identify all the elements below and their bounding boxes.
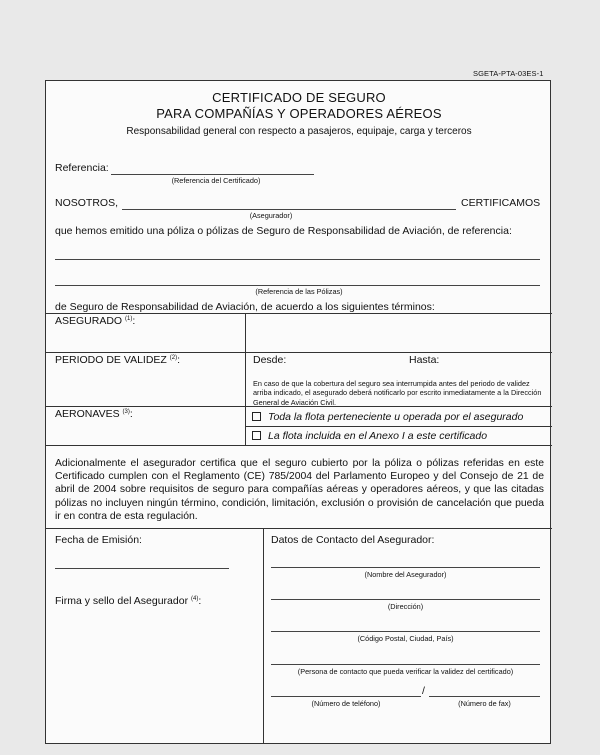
opcion-toda-flota[interactable]: Toda la flota perteneciente u operada por el asegurado	[252, 411, 523, 423]
referencia-caption: (Referencia del Certificado)	[171, 176, 261, 185]
title-line-1: CERTIFICADO DE SEGURO	[212, 90, 386, 105]
contacto-title: Datos de Contacto del Asegurador:	[271, 534, 435, 546]
opcion-anexo[interactable]: La flota incluida en el Anexo I a este certificado	[252, 430, 487, 442]
persona-contacto-field[interactable]	[271, 664, 540, 665]
bottom-section-border	[46, 528, 552, 529]
fecha-emision-field[interactable]	[55, 568, 229, 569]
table-row-border	[46, 406, 552, 407]
bottom-divider	[263, 528, 264, 744]
subtitle: Responsabilidad general con respecto a pasajeros, equipaje, carga y terceros	[126, 126, 472, 137]
hasta-label: Hasta:	[409, 354, 440, 366]
certificamos-label: CERTIFICAMOS	[461, 197, 541, 209]
telefono-caption: (Número de teléfono)	[311, 699, 381, 708]
nosotros-label: NOSOTROS,	[55, 197, 119, 209]
terminos-text: de Seguro de Responsabilidad de Aviación, de acuerdo a los siguientes términos:	[55, 301, 435, 313]
option-divider	[245, 426, 552, 427]
periodo-label: PERIODO DE VALIDEZ $^{(2)}$:	[55, 354, 181, 366]
interrupcion-note: En caso de que la cobertura del seguro sea interrumpida antes del periodo de validez arriba indicado, el asegurado deberá notificarlo por escrito inmediatamente a la Dirección General de Aviación Civil.	[253, 379, 542, 407]
asegurado-label: ASEGURADO $^{(1)}$:	[55, 315, 136, 327]
polizas-field-1[interactable]	[55, 259, 540, 260]
table-row-border	[46, 352, 552, 353]
title-line-2: PARA COMPAÑÍAS Y OPERADORES AÉREOS	[156, 106, 442, 121]
aeronaves-label: AERONAVES $^{(3)}$:	[55, 408, 133, 420]
telefono-field[interactable]	[271, 696, 421, 697]
nombre-asegurador-caption: (Nombre del Asegurador)	[364, 570, 447, 579]
polizas-caption: (Referencia de las Pólizas)	[255, 287, 343, 296]
direccion-caption: (Dirección)	[387, 602, 424, 611]
table-bottom-border	[46, 445, 552, 446]
codigo-postal-field[interactable]	[271, 631, 540, 632]
asegurador-field[interactable]	[122, 209, 456, 210]
checkbox-icon[interactable]	[252, 431, 261, 440]
table-top-border	[46, 313, 552, 314]
regulation-paragraph: Adicionalmente el asegurador certifica que el seguro cubierto por la póliza o pólizas referidas en este Certificado cumplen con el Reglamento (CE) 785/2004 del Parlamento Europeo y del Consejo de 21 de abril de 2004 sobre requisitos de seguro para compañías aéreas y operadores aéreos, y que las citadas pólizas no incluyen ningún término, condición, limitación, exclusión o provisión de cancelación que pueda ir en contra de esta regulación.	[55, 458, 544, 522]
firma-label: Firma y sello del Asegurador $^{(4)}$:	[55, 595, 202, 607]
emitido-text: que hemos emitido una póliza o pólizas de Seguro de Responsabilidad de Aviación, de referencia:	[55, 225, 512, 237]
fax-caption: (Número de fax)	[458, 699, 511, 708]
slash-separator: /	[422, 685, 425, 697]
checkbox-icon[interactable]	[252, 412, 261, 421]
polizas-field-2[interactable]	[55, 285, 540, 286]
fecha-emision-label: Fecha de Emisión:	[55, 534, 142, 546]
referencia-label: Referencia:	[55, 162, 109, 174]
referencia-field[interactable]	[111, 174, 314, 175]
codigo-postal-caption: (Código Postal, Ciudad, País)	[357, 634, 454, 643]
asegurador-caption: (Asegurador)	[249, 211, 293, 220]
document-code: SGETA-PTA-03ES-1	[473, 69, 544, 78]
direccion-field[interactable]	[271, 599, 540, 600]
desde-label: Desde:	[253, 354, 287, 366]
persona-contacto-caption: (Persona de contacto que pueda verificar la validez del certificado)	[297, 667, 514, 676]
fax-field[interactable]	[429, 696, 540, 697]
nombre-asegurador-field[interactable]	[271, 567, 540, 568]
certificate-form	[45, 80, 551, 744]
